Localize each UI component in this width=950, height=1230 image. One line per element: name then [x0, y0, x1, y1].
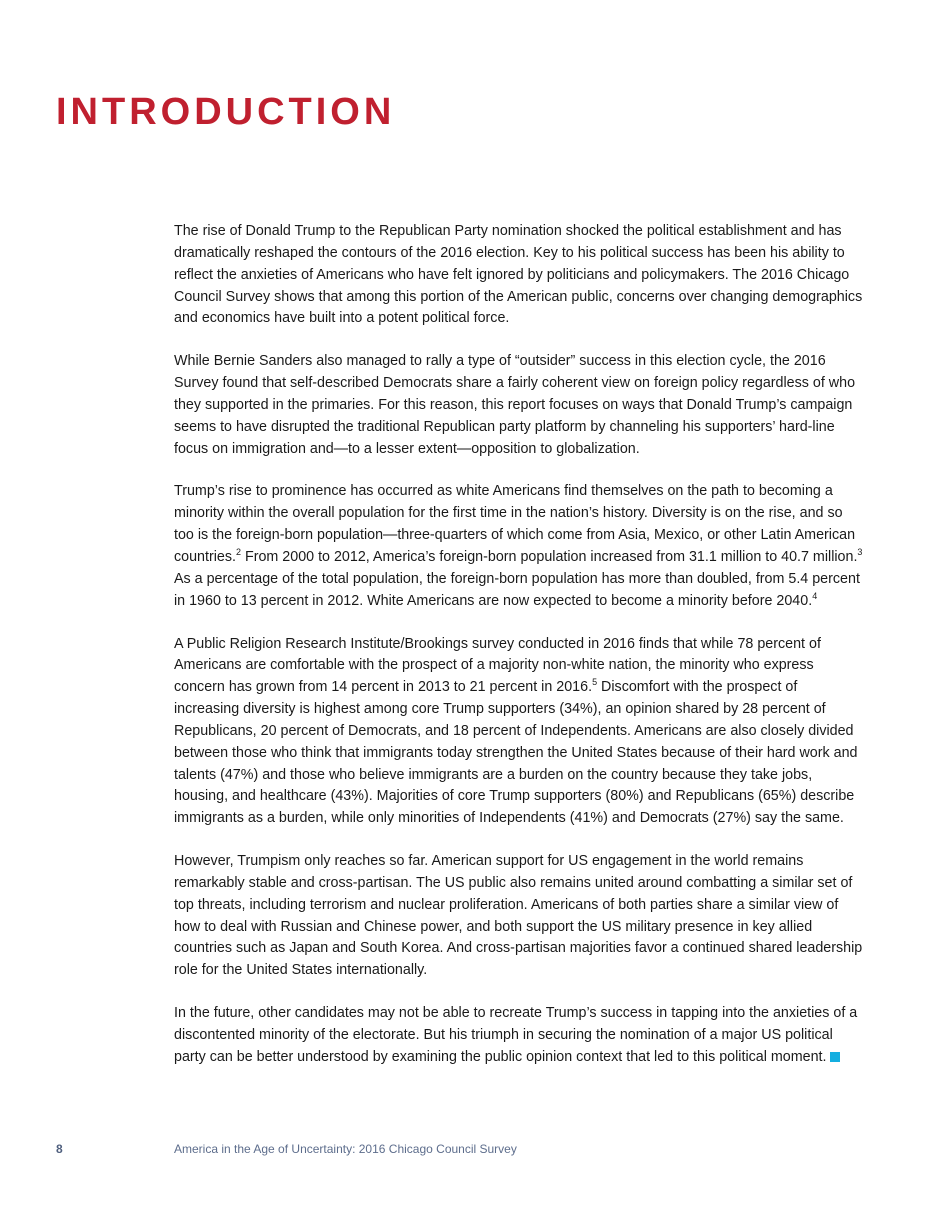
paragraph-4-text-b: Discomfort with the prospect of increasing diversity is highest among core Trump supporters (34%), an opinion shared by 28 percent of Republicans, 20 percent of Democrats, and 18 percent of Independents. Americans are also closely divided between those who think that immigrants today strengthen the United States because of their hard work and talents (47%) and those who believe immigrants are a burden on the country because they take jobs, housing, and healthcare (43%). Majorities of core Trump supporters (80%) and Republicans (65%) describe immigrants as a burden, while only minorities of Independents (41%) and Democrats (27%) say the same.	[174, 679, 858, 827]
paragraph-3	[174, 481, 866, 612]
paragraph-2: While Bernie Sanders also managed to rally a type of “outsider” success in this election cycle, the 2016 Survey found that self-described Democrats share a fairly coherent view on foreign policy regardless of who they supported in the primaries. For this reason, this report focuses on ways that Donald Trump’s campaign seems to have disrupted the traditional Republican party platform by channeling his supporters’ hard-line focus on immigration and—to a lesser extent—opposition to globalization.	[174, 353, 856, 457]
running-title: America in the Age of Uncertainty: 2016 Chicago Council Survey	[174, 1142, 517, 1156]
paragraph-6-text: In the future, other candidates may not be able to recreate Trump’s success in tapping into the anxieties of a discontented minority of the electorate. But his triumph in securing the nomination of a major US political party can be better understood by examining the public opinion context that led to this political moment.	[174, 1005, 858, 1065]
end-of-article-mark	[830, 1052, 840, 1062]
paragraph-1: The rise of Donald Trump to the Republican Party nomination shocked the political establishment and has dramatically reshaped the contours of the 2016 election. Key to his political success has been his ability to reflect the anxieties of Americans who have felt ignored by politicians and policymakers. The 2016 Chicago Council Survey shows that among this portion of the American public, concerns over changing demographics and economics have built into a potent political force.	[174, 223, 863, 327]
footnote-ref-3: 3	[857, 547, 863, 558]
paragraph-4	[174, 634, 866, 831]
page-number: 8	[56, 1142, 63, 1156]
footnote-ref-5: 5	[592, 677, 598, 688]
paragraph-5: However, Trumpism only reaches so far. American support for US engagement in the world remains remarkably stable and cross-partisan. The US public also remains united around combatting a similar set of top threats, including terrorism and nuclear proliferation. Americans of both parties share a similar view of how to deal with Russian and Chinese power, and both support the US military presence in key allied countries such as Japan and South Korea. And cross-partisan majorities favor a continued shared leadership role for the United States internationally.	[174, 853, 863, 979]
paragraph-4-text-a: A Public Religion Research Institute/Brookings survey conducted in 2016 finds that while 78 percent of Americans are comfortable with the prospect of a majority non-white nation, the minority who express concern has grown from 14 percent in 2013 to 21 percent in 2016.	[174, 635, 821, 696]
page-footer	[0, 1142, 950, 1162]
paragraph-6	[174, 1003, 866, 1069]
footnote-ref-2: 2	[235, 547, 241, 558]
page-title: INTRODUCTION	[56, 91, 396, 133]
body-text	[174, 221, 866, 1090]
paragraph-3-text-a: Trump’s rise to prominence has occurred as white Americans find themselves on the path to becoming a minority within the overall population for the first time in the nation’s history. Diversity is on the rise, and so too is the foreign-born population—three-quarters of which come from Asia, Mexico, or other Latin American countries.	[174, 483, 856, 565]
footnote-ref-4: 4	[812, 590, 818, 601]
paragraph-3-text-c: As a percentage of the total population, the foreign-born population has more than doubled, from 5.4 percent in 1960 to 13 percent in 2012. White Americans are now expected to become a minority before 2040.	[174, 570, 860, 609]
paragraph-3-text-b: From 2000 to 2012, America’s foreign-born population increased from 31.1 million to 40.7 million.	[241, 548, 858, 565]
